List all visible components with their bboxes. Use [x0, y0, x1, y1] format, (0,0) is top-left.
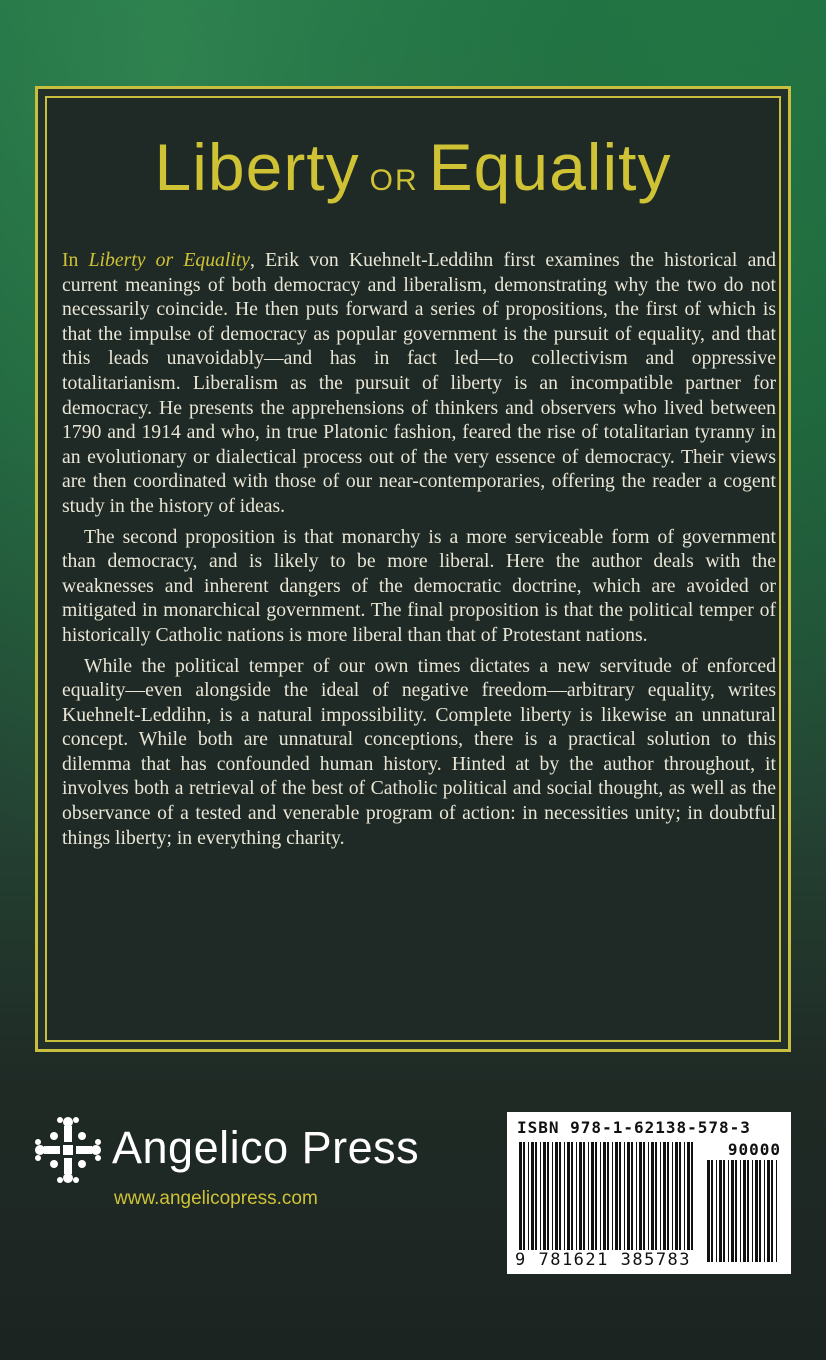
- barcode-bar: [728, 1160, 729, 1262]
- barcode-bar: [648, 1142, 649, 1252]
- paragraph-1-text: , Erik von Kuehnelt-Leddihn first examines the historical and current meanings of both democracy and liberalism, demonstrating why the two do not necessarily coincide. He then puts forward a series of propositions, the first of which is that the impulse of democracy as popular government is the pursuit of equality, and that this leads unavoidably—and has in fact led—to collectivism and oppressive totalitarianism. Liberalism as the pursuit of liberty is an incompatible partner for democracy. He presents the apprehensions of thinkers and observers who lived between 1790 and 1914 and who, in true Platonic fashion, feared the rise of totalitarian tyranny in an evolutionary or dialectical process out of the very essence of democracy. Their views are then coordinated with those of our near-contemporaries, offering the reader a cogent study in the history of ideas.: [62, 249, 776, 517]
- barcode-bar: [743, 1160, 746, 1262]
- barcode-bar: [643, 1142, 645, 1252]
- blurb-paragraph-1: [62, 248, 776, 519]
- blurb-paragraph-3: While the political temper of our own times dictates a new servitude of enforced equality—even alongside the ideal of negative freedom—arbitrary equality, writes Kuehnelt-Leddihn, is a natural impossibility. Complete liberty is likewise an unnatural concept. While both are unnatural conceptions, there is a practical solution to this dilemma that has confounded human history. Hinted at by the author throughout, it involves both a retrieval of the best of Catholic political and social thought, as well as the observance of a tested and venerable program of action: in necessities unity; in doubtful things liberty; in everything charity.: [62, 654, 776, 849]
- barcode-bar: [639, 1142, 642, 1252]
- paragraph-lead: In: [62, 249, 89, 271]
- barcode-bar: [631, 1142, 633, 1252]
- publisher-website: www.angelicopress.com: [114, 1188, 318, 1209]
- barcode-bar: [571, 1142, 573, 1252]
- barcode-bar: [636, 1142, 637, 1252]
- barcode-bar: [672, 1142, 673, 1252]
- barcode-bar: [564, 1142, 565, 1252]
- barcode-bar: [691, 1142, 693, 1252]
- barcode-bar: [771, 1160, 773, 1262]
- barcode-bar: [740, 1160, 741, 1262]
- barcode-bar: [619, 1142, 621, 1252]
- barcode-bar: [523, 1142, 525, 1252]
- barcode-bar: [731, 1160, 734, 1262]
- barcode-bar: [607, 1142, 609, 1252]
- barcode-bar: [559, 1142, 561, 1252]
- barcode-bar: [627, 1142, 630, 1252]
- barcode-bar: [547, 1142, 549, 1252]
- cross-icon: [30, 1112, 106, 1188]
- barcode-bar: [540, 1142, 541, 1252]
- ean-digits: 9 781621 385783: [515, 1250, 692, 1270]
- barcode-bar: [583, 1142, 585, 1252]
- barcode-bar: [576, 1142, 577, 1252]
- barcode-bar: [752, 1160, 753, 1262]
- barcode-bar: [755, 1160, 758, 1262]
- barcode-bar: [543, 1142, 546, 1252]
- barcode-bar: [603, 1142, 606, 1252]
- barcode-bar: [719, 1160, 722, 1262]
- title-liberty: Liberty: [154, 130, 360, 204]
- barcode-bar: [655, 1142, 657, 1252]
- price-code: 90000: [727, 1140, 781, 1159]
- blurb: [62, 248, 776, 856]
- barcode-bar: [764, 1160, 765, 1262]
- paragraph-italic-title: Liberty or Equality: [88, 249, 251, 271]
- barcode-bar: [519, 1142, 522, 1252]
- publisher-logo: [30, 1112, 470, 1222]
- book-title: [0, 130, 826, 204]
- barcode-bar: [591, 1142, 594, 1252]
- barcode-bar: [624, 1142, 625, 1252]
- barcode-bar: [759, 1160, 761, 1262]
- barcode-bar: [679, 1142, 681, 1252]
- barcode-bar: [707, 1160, 710, 1262]
- barcode-bar: [612, 1142, 613, 1252]
- barcode-bar: [588, 1142, 589, 1252]
- barcode-bar: [684, 1142, 685, 1252]
- barcode-bar: [528, 1142, 529, 1252]
- barcode-bar: [595, 1142, 597, 1252]
- blurb-paragraph-2: The second proposition is that monarchy is a more serviceable form of government than democracy, and is likely to be more liberal. Here the author deals with the weaknesses and inherent dangers of the democratic doctrine, which are avoided or mitigated in monarchical government. The final proposition is that the political temper of historically Catholic nations is more liberal than that of Protestant nations.: [62, 525, 776, 646]
- isbn-barcode: [507, 1112, 791, 1274]
- barcode-bar: [600, 1142, 601, 1252]
- barcode-bar: [776, 1160, 777, 1262]
- barcode-bar: [716, 1160, 717, 1262]
- barcode-bar: [535, 1142, 537, 1252]
- barcode-bar: [579, 1142, 582, 1252]
- barcode-bar: [747, 1160, 749, 1262]
- barcode-bar: [555, 1142, 558, 1252]
- ean-bars: [517, 1142, 697, 1252]
- barcode-bar: [711, 1160, 713, 1262]
- barcode-bar: [615, 1142, 618, 1252]
- isbn-text: ISBN 978-1-62138-578-3: [517, 1118, 751, 1137]
- addon-bars: [705, 1160, 781, 1262]
- barcode-bar: [660, 1142, 661, 1252]
- title-equality: Equality: [428, 130, 672, 204]
- barcode-bar: [723, 1160, 725, 1262]
- barcode-bar: [667, 1142, 669, 1252]
- barcode-bar: [735, 1160, 737, 1262]
- publisher-name: Angelico Press: [112, 1122, 420, 1173]
- barcode-bar: [531, 1142, 534, 1252]
- barcode-bar: [687, 1142, 690, 1252]
- barcode-bar: [675, 1142, 678, 1252]
- barcode-bar: [651, 1142, 654, 1252]
- barcode-bar: [552, 1142, 553, 1252]
- barcode-bar: [567, 1142, 570, 1252]
- barcode-bar: [767, 1160, 770, 1262]
- barcode-bar: [663, 1142, 666, 1252]
- title-or: OR: [369, 164, 419, 197]
